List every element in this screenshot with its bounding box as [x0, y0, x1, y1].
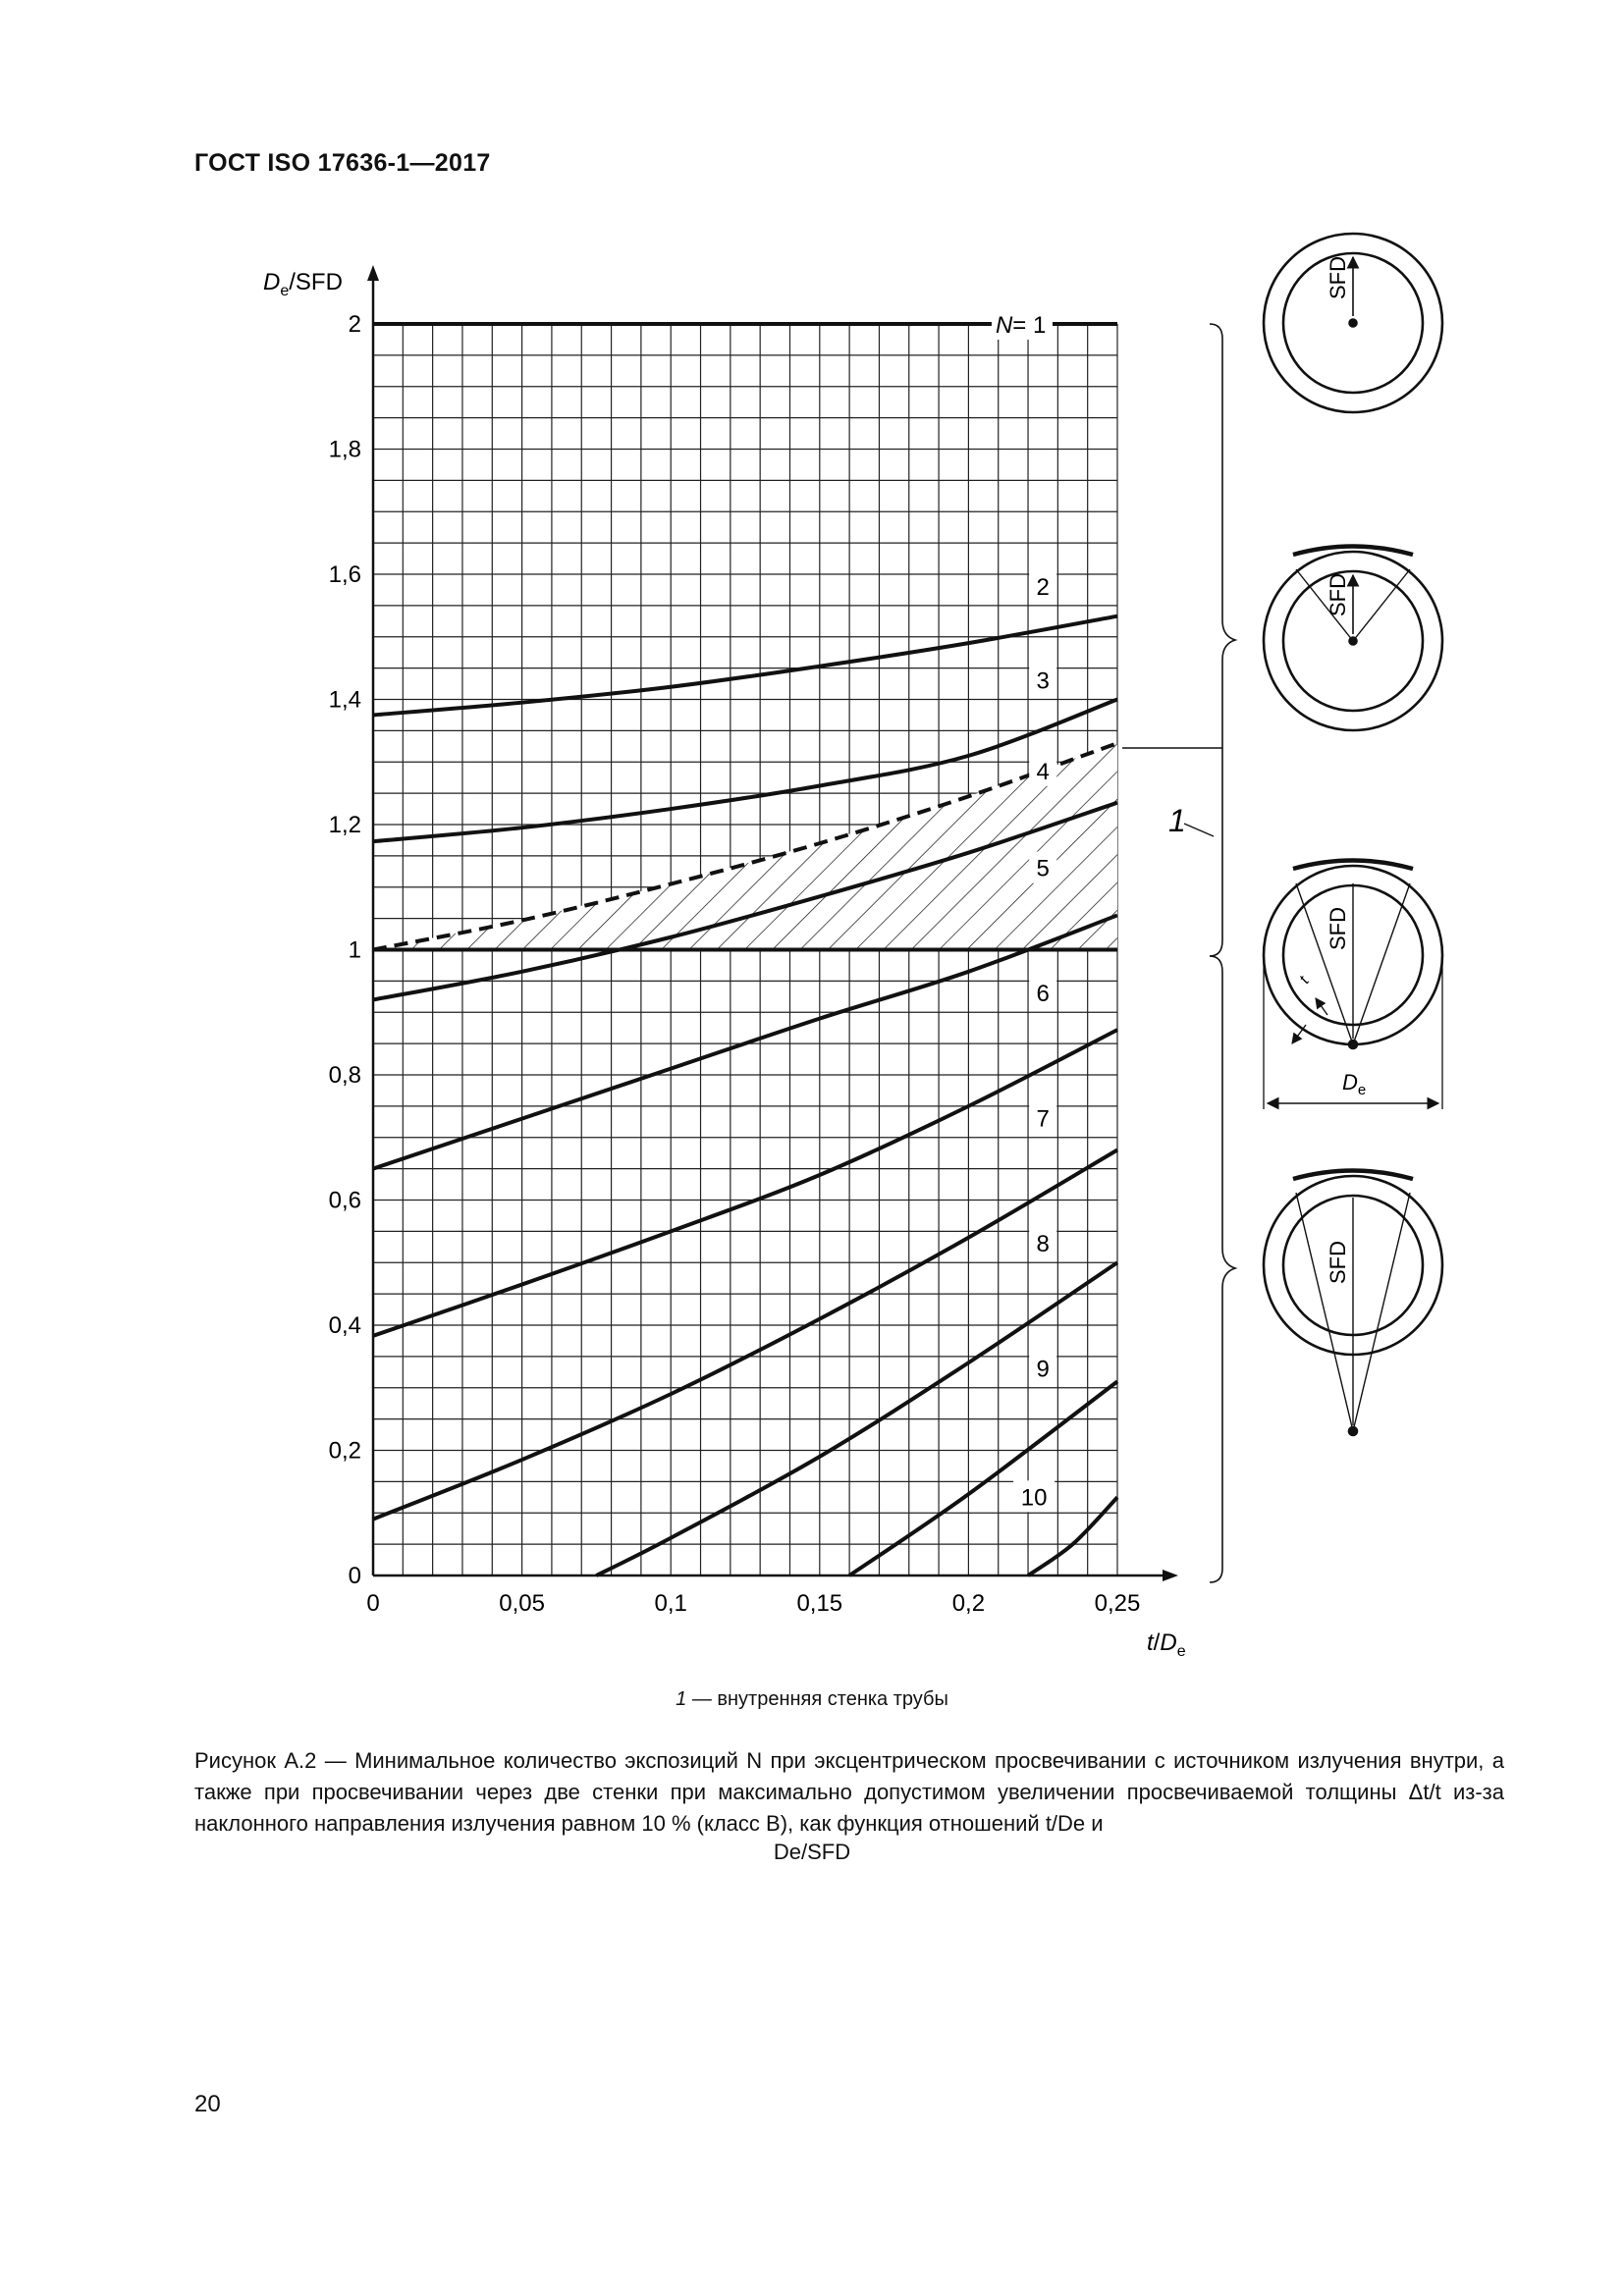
- legend-text: — внутренняя стенка трубы: [691, 1688, 948, 1710]
- sfd-label-4: SFD: [1326, 1241, 1350, 1284]
- pipe-diagram-4: [1264, 1171, 1442, 1436]
- document-code-header: ГОСТ ISO 17636-1—2017: [194, 149, 491, 177]
- series-curve-2: [373, 616, 1117, 716]
- y-tick-label: 2: [348, 311, 361, 338]
- y-tick-label: 0,2: [328, 1437, 361, 1465]
- pipe-diagram-1: [1264, 234, 1442, 412]
- series-label-n1: N= 1: [995, 312, 1047, 339]
- bracket-lower: [1210, 956, 1235, 1582]
- series-label-6: 6: [1036, 981, 1050, 1008]
- thickness-label: t: [1296, 973, 1313, 988]
- x-tick-label: 0,2: [951, 1590, 986, 1617]
- series-label-3: 3: [1036, 667, 1050, 695]
- bracket-upper: [1210, 324, 1235, 956]
- y-tick-label: 1,2: [328, 812, 361, 838]
- side-label-group: [1168, 803, 1214, 838]
- y-tick-label: 1,4: [328, 686, 361, 714]
- y-axis-title: $D_e$/SFD: [263, 269, 343, 299]
- y-tick-label: 0,4: [328, 1312, 361, 1339]
- series-label-9: 9: [1036, 1356, 1050, 1383]
- page-number: 20: [194, 2091, 221, 2117]
- y-tick-label: 1: [348, 936, 361, 964]
- caption-text: — Минимальное количество экспозиций N при эксцентрическом просвечивании с источником излучения внутри, а также при просвечивании через две стенки при максимально допустимом увеличении просвечиваемой толщины Δt/t из-за наклонного направления излучения равном 10 % (класс В), как функция отношений t/De и: [194, 1748, 1505, 1836]
- y-tick-label: 1,8: [328, 436, 361, 463]
- x-tick-label: 0,05: [499, 1590, 545, 1617]
- series-label-7: 7: [1036, 1105, 1050, 1133]
- right-brackets: [1122, 324, 1235, 1582]
- x-tick-label: 0: [366, 1590, 380, 1617]
- figure-legend: [0, 1688, 1624, 1711]
- sfd-label-2: SFD: [1326, 573, 1350, 616]
- sfd-label-1: SFD: [1326, 256, 1350, 299]
- series-curve-10: [849, 1381, 1117, 1575]
- x-axis-arrow: [1163, 1570, 1178, 1581]
- y-tick-label: 0,8: [328, 1062, 361, 1089]
- series-label-5: 5: [1036, 855, 1050, 882]
- x-tick-label: 0,25: [1094, 1590, 1141, 1617]
- figure-caption: [194, 1745, 1504, 1840]
- pipe-diagram-2: [1264, 547, 1442, 731]
- series-curve-6: [373, 915, 1117, 1168]
- x-tick-label: 0,15: [796, 1590, 843, 1617]
- sfd-label-3: SFD: [1326, 907, 1350, 950]
- chart-tick-labels: [263, 269, 1186, 1660]
- caption-last-line: De/SFD: [773, 1840, 851, 1864]
- series-label-2: 2: [1036, 573, 1050, 601]
- caption-prefix: Рисунок А.2: [194, 1748, 317, 1773]
- series-label-10: 10: [1020, 1484, 1048, 1512]
- y-axis-arrow: [367, 265, 379, 281]
- x-tick-label: 0,1: [654, 1590, 687, 1617]
- x-axis-title: $t/D_e$: [1147, 1629, 1186, 1660]
- diameter-label: $D_e$: [1342, 1070, 1367, 1098]
- series-curve-7: [373, 1030, 1117, 1336]
- y-tick-label: 1,6: [328, 561, 361, 588]
- y-tick-label: 0,6: [328, 1187, 361, 1214]
- legend-number: 1: [676, 1688, 687, 1710]
- series-label-4: 4: [1036, 758, 1050, 785]
- series-label-8: 8: [1036, 1231, 1050, 1258]
- side-label-1: 1: [1168, 803, 1186, 838]
- y-tick-label: 0: [348, 1563, 361, 1589]
